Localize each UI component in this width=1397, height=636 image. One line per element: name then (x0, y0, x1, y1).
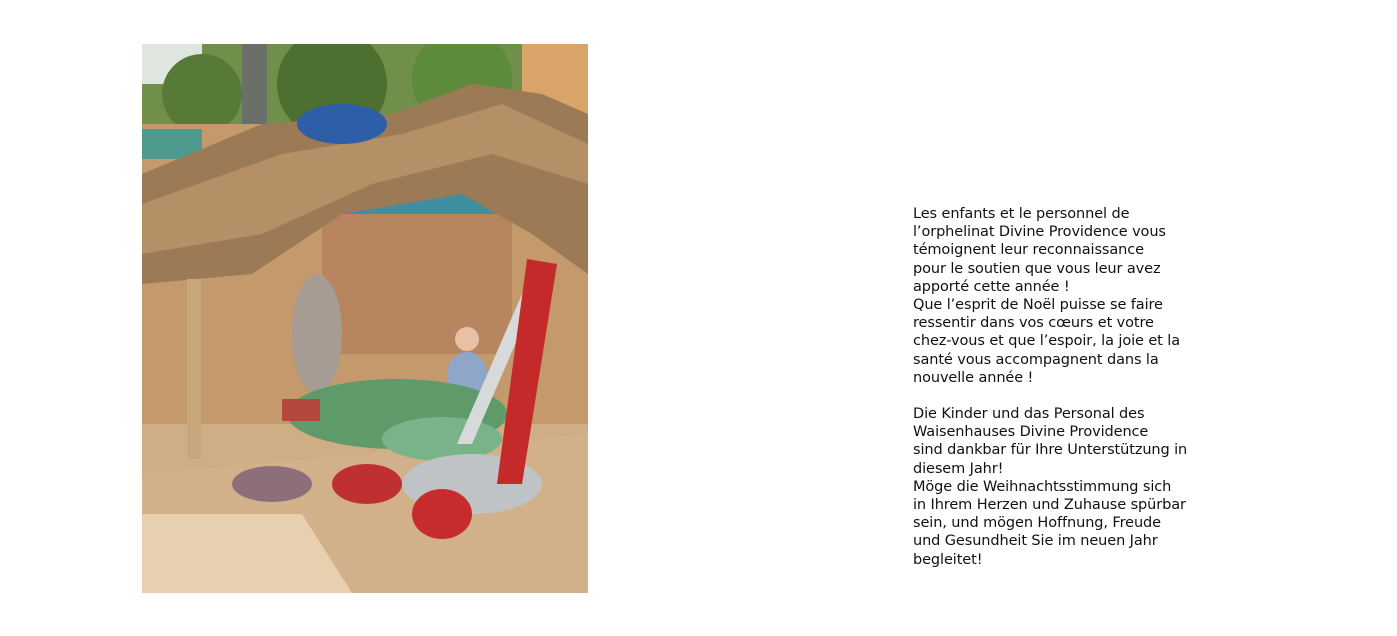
text-line: Waisenhauses Divine Providence (913, 424, 1149, 441)
text-line: in Ihrem Herzen und Zuhause spürbar (913, 497, 1186, 514)
text-line: Möge die Weihnachtsstimmung sich (913, 478, 1172, 495)
text-line: témoignent leur reconnaissance (913, 242, 1144, 259)
text-line: Les enfants et le personnel de (913, 206, 1130, 222)
nativity-scene-illustration (142, 44, 588, 593)
text-line: Die Kinder und das Personal des (913, 406, 1145, 423)
paragraph-gap (913, 387, 1213, 405)
text-line: ressentir dans vos cœurs et votre (913, 315, 1154, 332)
text-line: sind dankbar für Ihre Unterstützung in (913, 442, 1188, 459)
text-line: apporté cette année ! (913, 278, 1070, 295)
french-message (913, 205, 1213, 387)
text-line: diesem Jahr! (913, 460, 1004, 477)
text-line: sein, und mögen Hoffnung, Freude (913, 515, 1161, 532)
nativity-scene-photo (142, 44, 588, 593)
text-line: l’orphelinat Divine Providence vous (913, 224, 1166, 241)
text-line: nouvelle année ! (913, 369, 1034, 386)
text-line: pour le soutien que vous leur avez (913, 260, 1161, 277)
text-line: Que l’esprit de Noël puisse se faire (913, 297, 1163, 314)
text-line: und Gesundheit Sie im neuen Jahr (913, 533, 1158, 550)
text-line: chez-vous et que l’espoir, la joie et la (913, 333, 1180, 350)
german-message (913, 405, 1213, 569)
text-line: santé vous accompagnent dans la (913, 351, 1159, 368)
greeting-text (913, 205, 1213, 569)
text-line: begleitet! (913, 551, 983, 568)
